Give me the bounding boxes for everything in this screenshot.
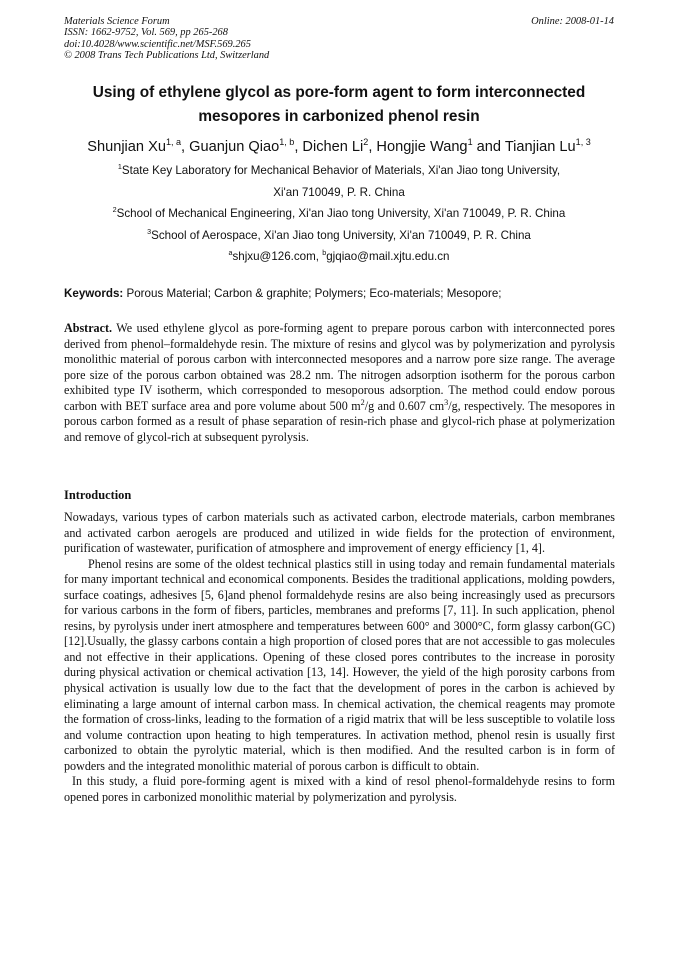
affiliation-mark: 1 bbox=[117, 162, 122, 172]
section-heading-introduction: Introduction bbox=[64, 488, 132, 502]
affiliation-3 bbox=[64, 229, 614, 243]
paragraph: Phenol resins are some of the oldest technical plastics still in using today and remain fundamental materials for many important technical and economical components. Besides the traditional applications, molding powders, surface coatings, adhesives [5, 6]and phenol formaldehyde resins are also being increasingly used as precursors for various carbons in the form of fibers, particles, membranes and preforms [7, 11]. In such application, phenol resins, by pyrolysis under inert atmosphere and temperatures between 600° and 3000°C, form glassy carbon(GC)[12].Usually, the glassy carbons contain a high proportion of closed pores that are not accessible to gas molecules and not effective in their applications. Opening of these closed pores contributes to the increase in porosity during physical activation or chemical activation [13, 14]. However, the yield of the high porosity carbons from physical activation is usually low due to the fact that the development of pores in the carbon is achieved by eliminating a large amount of internal carbon mass. In chemical activation, the chemical reagents may promote the formation of cross-links, leading to the formation of a rigid matrix that will be less susceptible to volatile loss and volume contraction upon heating to high temperatures. In activation method, phenol resin is usually first carbonized to obtain the pyrolytic material, which is then modified. And the resulted carbon is in form of powders and the integrated monolithic material of porous carbon is difficult to obtain. bbox=[64, 556, 615, 773]
introduction-body bbox=[64, 510, 615, 805]
affiliation-mark: 2 bbox=[112, 205, 117, 215]
author-separator: , bbox=[181, 139, 190, 155]
paper-title bbox=[64, 81, 614, 129]
paragraph: In this study, a fluid pore-forming agent is mixed with a kind of resol phenol-formaldehyde resins to form opened pores in carbonized monolithic material by polymerization and pyrolysis. bbox=[64, 774, 615, 804]
abstract-label: Abstract. bbox=[64, 321, 113, 335]
abstract bbox=[64, 321, 615, 445]
email-mark: a bbox=[228, 248, 233, 258]
email-mark: b bbox=[322, 248, 327, 258]
title-line-1: Using of ethylene glycol as pore-form agent to form interconnected bbox=[92, 84, 586, 101]
doi-line[interactable]: doi:10.4028/www.scientific.net/MSF.569.265 bbox=[64, 38, 251, 50]
title-line-2: mesopores in carbonized phenol resin bbox=[198, 108, 480, 125]
affiliation-text: School of Mechanical Engineering, Xi'an Jiao tong University, Xi'an 710049, P. R. China bbox=[116, 207, 566, 220]
author-affiliation-mark: 1, a bbox=[165, 137, 182, 148]
author bbox=[189, 139, 302, 155]
issn-line: ISSN: 1662-9752, Vol. 569, pp 265-268 bbox=[64, 27, 228, 39]
author-emails bbox=[64, 250, 614, 264]
journal-header bbox=[64, 16, 269, 62]
keywords-text: Porous Material; Carbon & graphite; Polymers; Eco-materials; Mesopore; bbox=[123, 287, 502, 300]
author-name: Shunjian Xu bbox=[87, 139, 166, 155]
author-separator: , bbox=[368, 139, 377, 155]
author bbox=[505, 139, 591, 155]
author-separator: , bbox=[294, 139, 303, 155]
paragraph: Nowadays, various types of carbon materials such as activated carbon, electrode materials, carbon membranes and activated carbon aerogels are produced and utilized in wide fields for the protection of environment, purification of wastewater, purification of atmosphere and improvement of energy efficiency [1, 4]. bbox=[64, 510, 615, 556]
email-link[interactable]: shjxu@126.com, bbox=[232, 250, 323, 263]
copyright-line: © 2008 Trans Tech Publications Ltd, Switzerland bbox=[64, 50, 270, 62]
email-link[interactable]: gjqiao@mail.xjtu.edu.cn bbox=[326, 250, 450, 263]
affiliation-2 bbox=[64, 207, 614, 221]
abstract-text: We used ethylene glycol as pore-forming agent to prepare porous carbon with interconnected pores derived from phenol–formaldehyde resin. The mixture of resins and glycol was by polymerization and pyrolysis monolithic material of porous carbon with interconnected mesopores and a narrow pore size range. The average pore size of the porous carbon obtained was 28.2 nm. The nitrogen adsorption isotherm for the porous carbon exhibited type IV isotherm, which corresponded to mesoporous adsorption. The method could endow porous carbon with BET surface area and pore volume about 500 m bbox=[64, 321, 615, 413]
superscript: 2 bbox=[360, 397, 365, 407]
abstract-text: /g and 0.607 cm bbox=[364, 398, 445, 413]
author bbox=[302, 139, 376, 155]
journal-name: Materials Science Forum bbox=[64, 16, 170, 27]
affiliation-mark: 3 bbox=[147, 227, 152, 237]
affiliation-1-line-1 bbox=[64, 164, 614, 178]
online-date: Online: 2008-01-14 bbox=[531, 16, 614, 27]
affiliation-text: State Key Laboratory for Mechanical Behavior of Materials, Xi'an Jiao tong University, bbox=[121, 164, 561, 177]
superscript: 3 bbox=[444, 397, 449, 407]
author-affiliation-mark: 1, 3 bbox=[575, 137, 591, 148]
author-name: Hongjie Wang bbox=[376, 139, 468, 155]
author-separator: and bbox=[472, 139, 505, 155]
author-affiliation-mark: 1 bbox=[467, 137, 473, 148]
author-name: Dichen Li bbox=[302, 139, 364, 155]
author bbox=[376, 139, 504, 155]
author bbox=[87, 139, 189, 155]
author-list bbox=[64, 137, 614, 157]
abstract-text: /g, respectively. The mesopores in porous carbon formed as a result of phase separation of resin-rich phase and glycol-rich phase at polymerization and remove of glycol-rich at subsequent pyrolysis. bbox=[64, 398, 615, 444]
author-name: Tianjian Lu bbox=[504, 139, 576, 155]
author-affiliation-mark: 1, b bbox=[279, 137, 295, 148]
author-name: Guanjun Qiao bbox=[189, 139, 280, 155]
affiliation-text: School of Aerospace, Xi'an Jiao tong University, Xi'an 710049, P. R. China bbox=[151, 229, 531, 242]
affiliation-1-line-2: Xi'an 710049, P. R. China bbox=[273, 186, 405, 199]
keywords bbox=[64, 287, 502, 300]
keywords-label: Keywords: bbox=[64, 287, 124, 300]
author-affiliation-mark: 2 bbox=[363, 137, 369, 148]
